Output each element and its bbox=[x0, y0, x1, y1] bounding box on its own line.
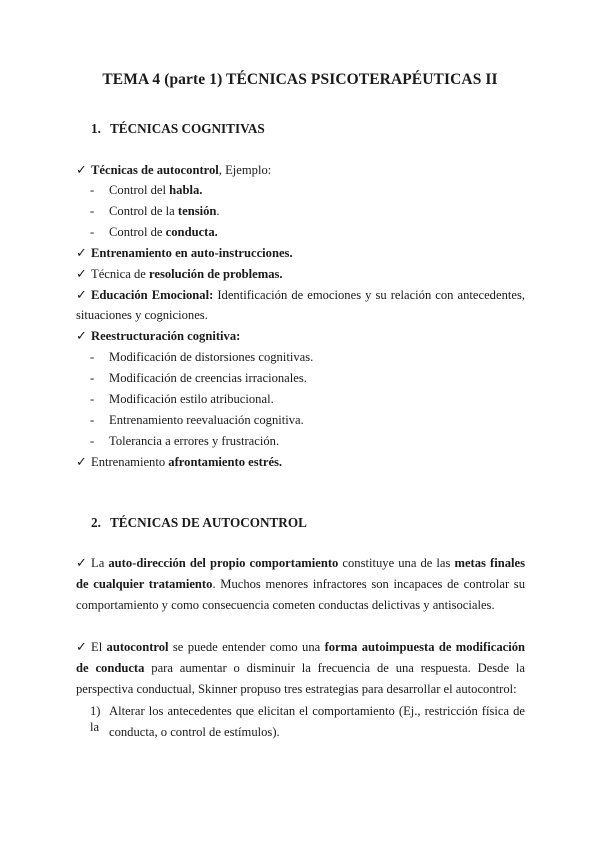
sub-item-text: Modificación estilo atribucional. bbox=[109, 392, 274, 406]
sub-item bbox=[90, 433, 279, 449]
sub-item-text: Control de bbox=[109, 225, 166, 239]
item-resolucion-text: Técnica de bbox=[91, 267, 150, 281]
dash-bullet: - bbox=[90, 183, 95, 197]
dash-bullet: - bbox=[90, 434, 95, 448]
sub-item bbox=[90, 182, 202, 198]
paragraph-autocontrol bbox=[76, 637, 525, 700]
item-autocontrol-bold: Técnicas de autocontrol bbox=[91, 163, 219, 177]
para-text: La bbox=[91, 556, 109, 570]
item-autocontrol-rest: , Ejemplo: bbox=[218, 163, 272, 177]
page-title: TEMA 4 (parte 1) TÉCNICAS PSICOTERAPÉUTICAS II bbox=[102, 71, 498, 88]
item-autoinstrucciones bbox=[76, 245, 293, 262]
numbered-item-text: Alterar los antecedentes que elicitan el comportamiento (Ej., restricción física de la bbox=[90, 704, 525, 734]
check-icon: ✓ bbox=[76, 267, 87, 282]
dash-bullet: - bbox=[90, 350, 95, 364]
dash-bullet: - bbox=[90, 225, 95, 239]
item-autocontrol bbox=[76, 162, 271, 179]
numbered-item-number: 1) bbox=[90, 704, 101, 718]
check-icon: ✓ bbox=[76, 556, 87, 571]
section-2-heading bbox=[91, 515, 307, 531]
para-text: para aumentar o disminuir la frecuencia de una respuesta. Desde la perspectiva conductual, Skinner propuso tres estrategias para desarrollar el autocontrol: bbox=[76, 661, 525, 696]
check-icon: ✓ bbox=[76, 246, 87, 261]
sub-item-bold: habla. bbox=[169, 183, 203, 197]
sub-item bbox=[90, 370, 307, 386]
dash-bullet: - bbox=[90, 392, 95, 406]
para-text: se puede entender como una bbox=[168, 640, 325, 654]
sub-item-text: Tolerancia a errores y frustración. bbox=[109, 434, 280, 448]
item-reestructuracion bbox=[76, 328, 240, 345]
check-icon: ✓ bbox=[76, 640, 87, 655]
dash-bullet: - bbox=[90, 371, 95, 385]
paragraph-auto-direccion bbox=[76, 553, 525, 616]
section-2-number: 2. bbox=[91, 515, 101, 530]
para-text: El bbox=[91, 640, 107, 654]
check-icon: ✓ bbox=[76, 455, 87, 470]
item-autoinstrucciones-bold: Entrenamiento en auto-instrucciones. bbox=[91, 246, 293, 260]
item-afrontamiento-bold: afrontamiento estrés. bbox=[168, 455, 283, 469]
sub-item-bold: tensión bbox=[177, 204, 217, 218]
sub-item bbox=[90, 412, 304, 428]
section-2-title: TÉCNICAS DE AUTOCONTROL bbox=[110, 515, 307, 530]
sub-item-text: Modificación de distorsiones cognitivas. bbox=[109, 350, 314, 364]
sub-item-text: . bbox=[216, 204, 220, 218]
para-text: . Muchos menores infractores son incapaces de controlar su comportamiento y como consecuencia cometen conductas delictivas y antisociales. bbox=[76, 577, 525, 612]
numbered-item-continued: conducta, o control de estímulos). bbox=[109, 725, 280, 739]
section-1-title: TÉCNICAS COGNITIVAS bbox=[110, 121, 265, 136]
item-educacion-text: Identificación de emociones y su relación con antecedentes, bbox=[217, 288, 525, 302]
item-afrontamiento-text: Entrenamiento bbox=[91, 455, 169, 469]
item-resolucion-bold: resolución de problemas. bbox=[149, 267, 283, 281]
check-icon: ✓ bbox=[76, 288, 87, 303]
item-resolucion bbox=[76, 266, 283, 283]
para-text: constituye una de las bbox=[338, 556, 455, 570]
section-1-heading bbox=[91, 121, 265, 137]
item-reestructuracion-bold: Reestructuración cognitiva: bbox=[91, 329, 241, 343]
sub-item-text: Control del bbox=[109, 183, 170, 197]
sub-item bbox=[90, 203, 220, 219]
dash-bullet: - bbox=[90, 413, 95, 427]
section-1-number: 1. bbox=[91, 121, 101, 136]
para-bold: forma autoimpuesta de modificación de conducta bbox=[76, 640, 526, 675]
para-bold: metas finales de cualquier tratamiento bbox=[76, 556, 525, 591]
sub-item bbox=[90, 224, 218, 240]
para-bold: auto-dirección del propio comportamiento bbox=[108, 556, 339, 570]
para-bold: autocontrol bbox=[106, 640, 169, 654]
item-educacion bbox=[76, 287, 525, 304]
item-educacion-continued: situaciones y cogniciones. bbox=[76, 308, 208, 322]
check-icon: ✓ bbox=[76, 329, 87, 344]
item-afrontamiento bbox=[76, 454, 282, 471]
sub-item-bold: conducta. bbox=[165, 225, 218, 239]
item-educacion-bold: Educación Emocional: bbox=[91, 288, 214, 302]
dash-bullet: - bbox=[90, 204, 95, 218]
check-icon: ✓ bbox=[76, 163, 87, 178]
sub-item-text: Entrenamiento reevaluación cognitiva. bbox=[109, 413, 304, 427]
sub-item bbox=[90, 391, 274, 407]
sub-item bbox=[90, 349, 313, 365]
sub-item-text: Modificación de creencias irracionales. bbox=[109, 371, 307, 385]
sub-item-text: Control de la bbox=[109, 204, 178, 218]
